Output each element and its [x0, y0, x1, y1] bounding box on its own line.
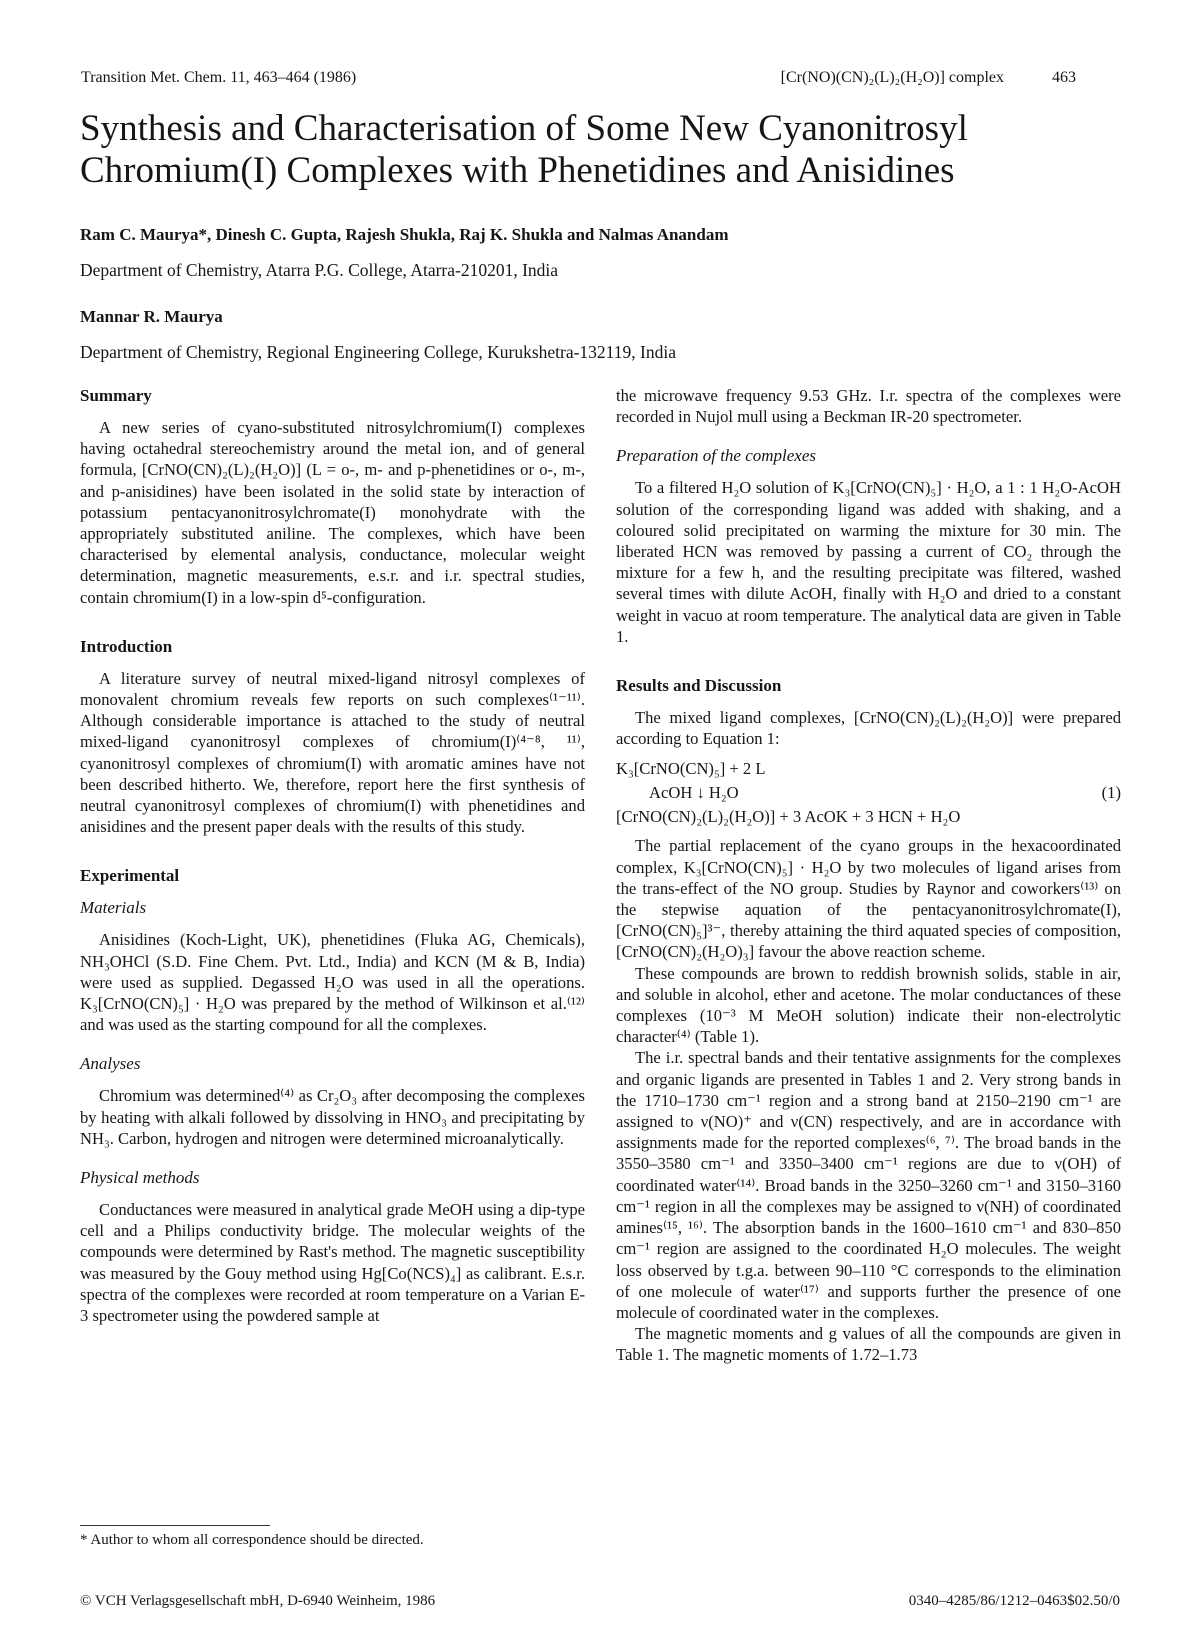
affiliation-primary: Department of Chemistry, Atarra P.G. College, Atarra-210201, India: [80, 260, 559, 280]
footnote: * Author to whom all correspondence should be directed.: [80, 1532, 424, 1548]
results-paragraph: The partial replacement of the cyano groups in the hexacoordinated complex, K₃[CrNO(CN)₅] · H₂O by two molecules of ligand arises from the trans-effect of the NO group. Studies by Raynor and coworkers⁽¹³⁾ on the stepwise aquation of the pentacyanonitrosylchromate(I), [CrNO(CN)₅]³⁻, thereby attaining the third aquated species of composition, [CrNO(CN)₂(H₂O)₃] favour the above reaction scheme.: [616, 836, 1121, 962]
footnote-divider: [80, 1525, 270, 1526]
right-column: [616, 385, 1121, 1366]
analyses-text: Chromium was determined⁽⁴⁾ as Cr₂O₃ after decomposing the complexes by heating with alkali followed by dissolving in HNO₃ and precipitating by NH₃. Carbon, hydrogen and nitrogen were determined microanalytically.: [80, 1086, 585, 1148]
article-title: Synthesis and Characterisation of Some New Cyanonitrosyl Chromium(I) Complexes with Phenetidines and Anisidines: [80, 108, 968, 191]
physical-methods-heading: Physical methods: [80, 1168, 200, 1188]
preparation-heading: Preparation of the complexes: [616, 446, 817, 466]
materials-text: Anisidines (Koch-Light, UK), phenetidines (Fluka AG, Chemicals), NH₃OHCl (S.D. Fine Chem. Pvt. Ltd., India) and KCN (M & B, India) were used as supplied. Degassed H₂O was used in all the operations. K₃[CrNO(CN)₅] · H₂O was prepared by the method of Wilkinson et al.⁽¹²⁾ and was used as the starting compound for all the complexes.: [80, 930, 585, 1035]
equation-number: (1): [1101, 783, 1121, 803]
experimental-heading: Experimental: [80, 866, 180, 886]
running-title: [Cr(NO)(CN)₂(L)₂(H₂O)] complex: [780, 69, 1004, 86]
introduction-text: A literature survey of neutral mixed-ligand nitrosyl complexes of monovalent chromium reveals few reports on such complexes⁽¹⁻¹¹⁾. Although considerable importance is attached to the study of neutral mixed-ligand cyanonitrosyl complexes of chromium(I)⁽⁴⁻⁸, ¹¹⁾, cyanonitrosyl complexes of chromium(I) with aromatic amines have not been described hitherto. We, therefore, report here the first synthesis of neutral cyanonitrosyl complexes of chromium(I) with phenetidines and anisidines and the present paper deals with the results of this study.: [80, 668, 585, 837]
journal-citation: Transition Met. Chem. 11, 463–464 (1986): [81, 69, 357, 86]
summary-heading: Summary: [80, 386, 152, 405]
results-paragraph: These compounds are brown to reddish brownish solids, stable in air, and soluble in alcohol, ether and acetone. The molar conductances of these complexes (10⁻³ M MeOH solution) indicate their non-electrolytic character⁽⁴⁾ (Table 1).: [616, 963, 1121, 1047]
preparation-text: To a filtered H₂O solution of K₃[CrNO(CN)₅] · H₂O, a 1 : 1 H₂O-AcOH solution of the corresponding ligand was added with shaking, and a coloured solid precipitated on warming the mixture for 30 min. The liberated HCN was removed by passing a current of CO₂ through the mixture for a few h, and the resulting precipitate was filtered, washed several times with dilute AcOH, finally with H₂O and dried to a constant weight in vacuo at room temperature. The analytical data are given in Table 1.: [616, 478, 1121, 646]
page-number: 463: [1052, 69, 1076, 86]
author-list-primary: Ram C. Maurya*, Dinesh C. Gupta, Rajesh Shukla, Raj K. Shukla and Nalmas Anandam: [80, 225, 729, 244]
continued-text: the microwave frequency 9.53 GHz. I.r. spectra of the complexes were recorded in Nujol mull using a Beckman IR-20 spectrometer.: [616, 386, 1121, 427]
analyses-heading: Analyses: [80, 1054, 141, 1074]
materials-heading: Materials: [80, 898, 147, 918]
equation-products: [CrNO(CN)₂(L)₂(H₂O)] + 3 AcOK + 3 HCN + H₂O: [616, 807, 961, 827]
results-heading: Results and Discussion: [616, 676, 782, 696]
summary-text: A new series of cyano-substituted nitrosylchromium(I) complexes having octahedral stereochemistry around the metal ion, and of general formula, [CrNO(CN)₂(L)₂(H₂O)] (L = o-, m- and p-phenetidines or o-, m-, and p-anisidines) have been isolated in the solid state by interaction of potassium pentacyanonitrosylchromate(I) monohydrate with the appropriately substituted aniline. The complexes, which have been characterised by elemental analysis, conductance, molecular weight determination, magnetic measurements, e.s.r. and i.r. spectral studies, contain chromium(I) in a low-spin d⁵-configuration.: [80, 418, 585, 607]
equation-1: [616, 757, 1121, 829]
equation-conditions: AcOH ↓ H₂O: [649, 783, 739, 803]
running-header: [81, 69, 1076, 93]
equation-reactants: K₃[CrNO(CN)₅] + 2 L: [616, 759, 766, 779]
affiliation-secondary: Department of Chemistry, Regional Engineering College, Kurukshetra-132119, India: [80, 342, 676, 362]
results-paragraph: The mixed ligand complexes, [CrNO(CN)₂(L)₂(H₂O)] were prepared according to Equation 1:: [616, 708, 1121, 749]
results-paragraph: The i.r. spectral bands and their tentative assignments for the complexes and organic ligands are presented in Tables 1 and 2. Very strong bands in the 1710–1730 cm⁻¹ region and a strong band at 2150–2190 cm⁻¹ are assigned to ν(NO)⁺ and ν(CN) respectively, and are in accordance with assignments made for the reported complexes⁽⁶, ⁷⁾. The broad bands in the 3550–3580 cm⁻¹ and 3350–3400 cm⁻¹ regions are due to ν(OH) of coordinated water⁽¹⁴⁾. Broad bands in the 3250–3260 cm⁻¹ and 3150–3160 cm⁻¹ region in all the complexes may be assigned to ν(NH) of coordinated amines⁽¹⁵, ¹⁶⁾. The absorption bands in the 1600–1610 cm⁻¹ and 830–850 cm⁻¹ region are assigned to the coordinated H₂O molecules. The weight loss observed by t.g.a. between 90–110 °C corresponds to the elimination of one molecule of water⁽¹⁷⁾ and supports further the presence of one molecule of coordinated water in the complexes.: [616, 1048, 1121, 1322]
physical-methods-text: Conductances were measured in analytical grade MeOH using a dip-type cell and a Philips conductivity bridge. The molecular weights of the compounds were determined by Rast's method. The magnetic susceptibility was measured by the Gouy method using Hg[Co(NCS)₄] as calibrant. E.s.r. spectra of the complexes were recorded at room temperature on a Varian E-3 spectrometer using the powdered sample at: [80, 1200, 585, 1326]
left-column: [80, 385, 585, 1326]
author-list-secondary: Mannar R. Maurya: [80, 307, 223, 326]
introduction-heading: Introduction: [80, 636, 173, 656]
results-paragraph: The magnetic moments and g values of all the compounds are given in Table 1. The magnetic moments of 1.72–1.73: [616, 1324, 1121, 1365]
article-code: 0340–4285/86/1212–0463$02.50/0: [908, 1593, 1120, 1609]
copyright-notice: © VCH Verlagsgesellschaft mbH, D-6940 Weinheim, 1986: [80, 1593, 436, 1609]
